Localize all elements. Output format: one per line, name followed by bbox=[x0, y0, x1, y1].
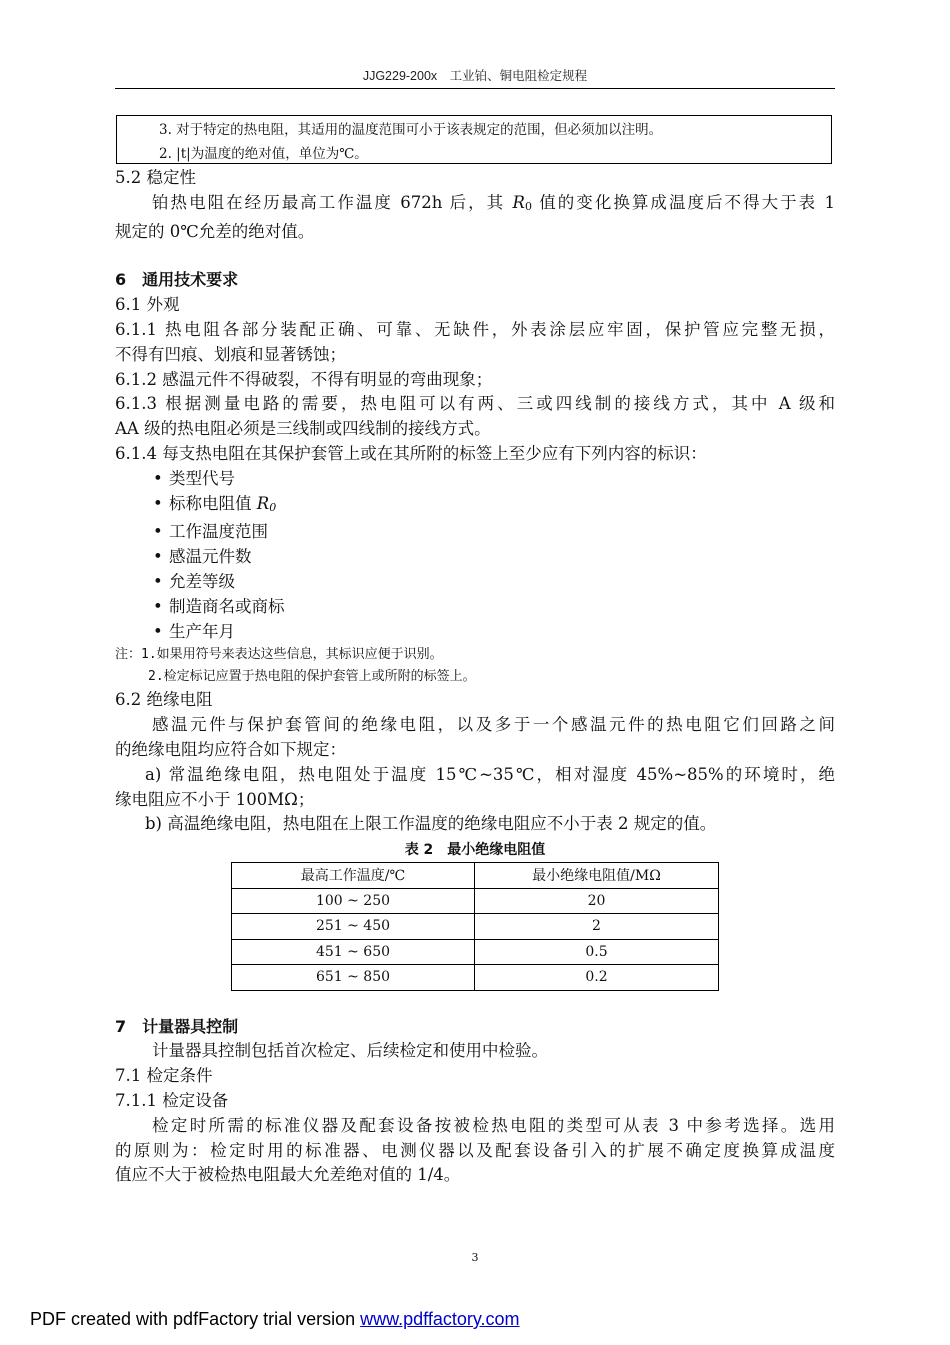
table-2-title: 表 2 最小绝缘电阻值 bbox=[404, 842, 546, 859]
table-cell: 0.5 bbox=[475, 939, 719, 965]
list-item: • 感温元件数 bbox=[153, 547, 252, 567]
table-note-2: 2. |t|为温度的绝对值，单位为℃。 bbox=[159, 146, 368, 162]
section-6-2-b: b) 高温绝缘电阻，热电阻在上限工作温度的绝缘电阻应不小于表 2 规定的值。 bbox=[145, 814, 717, 834]
section-6-2-para-line2: 的绝缘电阻均应符合如下规定： bbox=[115, 739, 346, 759]
list-item: • 制造商名或商标 bbox=[153, 596, 285, 616]
section-7-1-heading: 7.1 检定条件 bbox=[115, 1066, 213, 1086]
table-row bbox=[232, 914, 719, 940]
section-5-2-heading: 5.2 稳定性 bbox=[115, 168, 196, 187]
table-cell: 251 ~ 450 bbox=[232, 914, 475, 940]
section-6-1-2: 6.1.2 感温元件不得破裂，不得有明显的弯曲现象； bbox=[115, 369, 493, 389]
table-row bbox=[232, 939, 719, 965]
list-item: • 允差等级 bbox=[153, 571, 235, 591]
section-6-2-para-line1: 感温元件与保护套管间的绝缘电阻，以及多于一个感温元件的热电阻它们回路之间 bbox=[152, 715, 835, 735]
section-7-heading: 7 计量器具控制 bbox=[115, 1016, 239, 1036]
note-1: 注：1.如果用符号来表达这些信息，其标识应便于识别。 bbox=[115, 647, 443, 663]
page-number: 3 bbox=[471, 1251, 479, 1264]
list-item: • 标称电阻值 $R_0$ bbox=[153, 493, 277, 514]
section-6-2-heading: 6.2 绝缘电阻 bbox=[115, 690, 213, 710]
note-2: 2.检定标记应置于热电阻的保护套管上或所附的标签上。 bbox=[148, 669, 476, 685]
section-7-1-1-line2: 的原则为：检定时用的标准器、电测仪器以及配套设备引入的扩展不确定度换算成温度 bbox=[115, 1140, 835, 1160]
section-6-1-heading: 6.1 外观 bbox=[115, 295, 180, 315]
table-cell: 2 bbox=[475, 914, 719, 940]
table-row bbox=[232, 965, 719, 991]
table-note-3: 3. 对于特定的热电阻，其适用的温度范围可小于该表规定的范围，但必须加以注明。 bbox=[159, 122, 663, 138]
pdf-watermark: PDF created with pdfFactory trial version www.pdffactory.com bbox=[30, 1309, 520, 1329]
section-6-2-a-line2: 缘电阻应不小于 100MΩ； bbox=[115, 789, 315, 809]
table-header-row bbox=[232, 863, 719, 889]
pdffactory-link[interactable]: www.pdffactory.com bbox=[360, 1309, 520, 1329]
header-rule bbox=[115, 88, 835, 89]
section-6-1-3-line1: 6.1.3 根据测量电路的需要，热电阻可以有两、三或四线制的接线方式，其中 A 级和 bbox=[115, 394, 835, 414]
table-header-cell: 最小绝缘电阻值/MΩ bbox=[475, 863, 719, 889]
section-6-1-4: 6.1.4 每支热电阻在其保护套管上或在其所附的标签上至少应有下列内容的标识： bbox=[115, 443, 707, 463]
page-header: JJG229-200x 工业铂、铜电阻检定规程 bbox=[362, 69, 588, 83]
table-cell: 651 ~ 850 bbox=[232, 965, 475, 991]
document-body bbox=[115, 166, 835, 1188]
table-note-box bbox=[116, 115, 832, 164]
table-cell: 0.2 bbox=[475, 965, 719, 991]
section-6-2-a-line1: a) 常温绝缘电阻，热电阻处于温度 15℃~35℃，相对湿度 45%~85%的环境时，绝 bbox=[145, 764, 835, 784]
section-6-1-1-line2: 不得有凹痕、划痕和显著锈蚀； bbox=[115, 344, 346, 364]
list-item: • 生产年月 bbox=[153, 621, 235, 641]
section-6-1-3-line2: AA 级的热电阻必须是三线制或四线制的接线方式。 bbox=[115, 419, 491, 439]
section-5-2-para-line2: 规定的 0℃允差的绝对值。 bbox=[115, 221, 315, 241]
section-6-1-1-line1: 6.1.1 热电阻各部分装配正确、可靠、无缺件，外表涂层应牢固，保护管应完整无损， bbox=[115, 319, 835, 339]
section-7-para: 计量器具控制包括首次检定、后续检定和使用中检验。 bbox=[152, 1041, 548, 1061]
table-2 bbox=[231, 862, 719, 991]
section-5-2-para-line1: 铂热电阻在经历最高工作温度 672h 后，其 $R_0$ 值的变化换算成温度后不得大于表 1 bbox=[152, 192, 835, 213]
section-7-1-1-heading: 7.1.1 检定设备 bbox=[115, 1091, 229, 1111]
section-7-1-1-line1: 检定时所需的标准仪器及配套设备按被检热电阻的类型可从表 3 中参考选择。选用 bbox=[152, 1115, 835, 1135]
table-cell: 100 ~ 250 bbox=[232, 888, 475, 914]
table-cell: 451 ~ 650 bbox=[232, 939, 475, 965]
table-cell: 20 bbox=[475, 888, 719, 914]
section-6-heading: 6 通用技术要求 bbox=[115, 270, 239, 290]
section-7-1-1-line3: 值应不大于被检热电阻最大允差绝对值的 1/4。 bbox=[115, 1165, 461, 1185]
list-item: • 类型代号 bbox=[153, 468, 235, 488]
list-item: • 工作温度范围 bbox=[153, 522, 268, 542]
table-row bbox=[232, 888, 719, 914]
table-header-cell: 最高工作温度/℃ bbox=[232, 863, 475, 889]
